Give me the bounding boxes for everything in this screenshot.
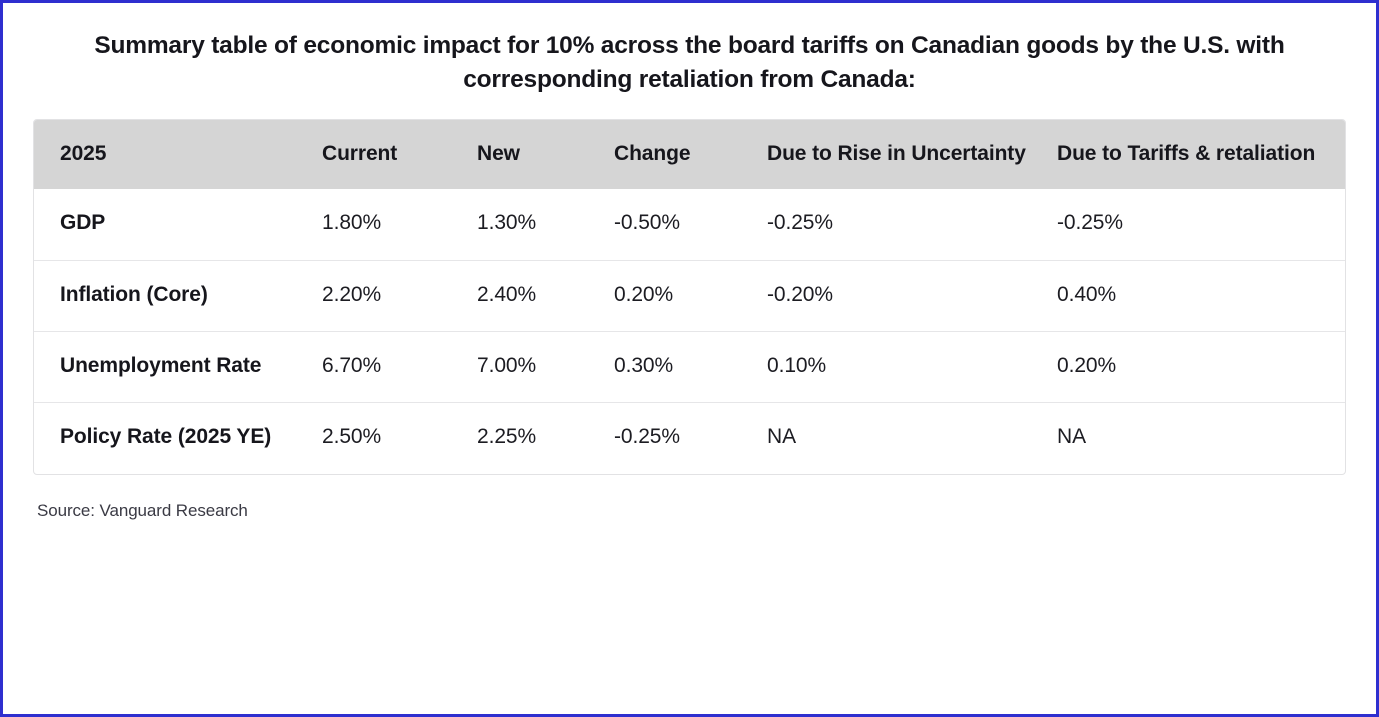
column-header-year: 2025 [60,141,107,165]
table-row [34,332,1345,403]
table-row [34,403,1345,474]
column-header-change: Change [614,141,691,165]
column-header-current: Current [322,141,398,165]
cell-inflation-current: 2.20% [312,260,467,331]
cell-gdp-tariffs: -0.25% [1057,211,1123,235]
table-header [34,120,1345,190]
row-label-gdp: GDP [60,211,106,235]
cell-gdp-uncertainty: -0.25% [767,211,833,235]
cell-unemployment-change: 0.30% [604,332,757,403]
cell-inflation-uncertainty: -0.20% [757,260,1047,331]
cell-policy-rate-uncertainty: NA [757,403,1047,474]
source-note: Source: Vanguard Research [37,500,248,520]
page-title: Summary table of economic impact for 10% across the board tariffs on Canadian goods by the U.S. with corresponding retaliation from Canada: [94,32,1285,93]
economic-impact-table [34,120,1345,474]
cell-gdp-change: -0.50% [614,211,680,235]
summary-table-container [33,119,1346,475]
row-label-policy-rate: Policy Rate (2025 YE) [34,403,312,474]
column-header-tariffs-retaliation: Due to Tariffs & retaliation [1057,141,1316,165]
table-header-row [34,120,1345,190]
row-label-unemployment: Unemployment Rate [34,332,312,403]
cell-gdp-current: 1.80% [322,211,382,235]
cell-policy-rate-change: -0.25% [604,403,757,474]
table-row [34,189,1345,260]
cell-inflation-tariffs: 0.40% [1047,260,1345,331]
column-header-new: New [477,141,520,165]
cell-unemployment-new: 7.00% [467,332,604,403]
cell-gdp-new: 1.30% [477,211,537,235]
row-label-inflation: Inflation (Core) [34,260,312,331]
table-row [34,260,1345,331]
table-body [34,189,1345,473]
cell-inflation-new: 2.40% [467,260,604,331]
cell-policy-rate-current: 2.50% [312,403,467,474]
column-header-uncertainty: Due to Rise in Uncertainty [767,141,1026,165]
cell-policy-rate-tariffs: NA [1047,403,1345,474]
cell-policy-rate-new: 2.25% [467,403,604,474]
cell-unemployment-uncertainty: 0.10% [757,332,1047,403]
cell-inflation-change: 0.20% [604,260,757,331]
cell-unemployment-current: 6.70% [312,332,467,403]
cell-unemployment-tariffs: 0.20% [1047,332,1345,403]
